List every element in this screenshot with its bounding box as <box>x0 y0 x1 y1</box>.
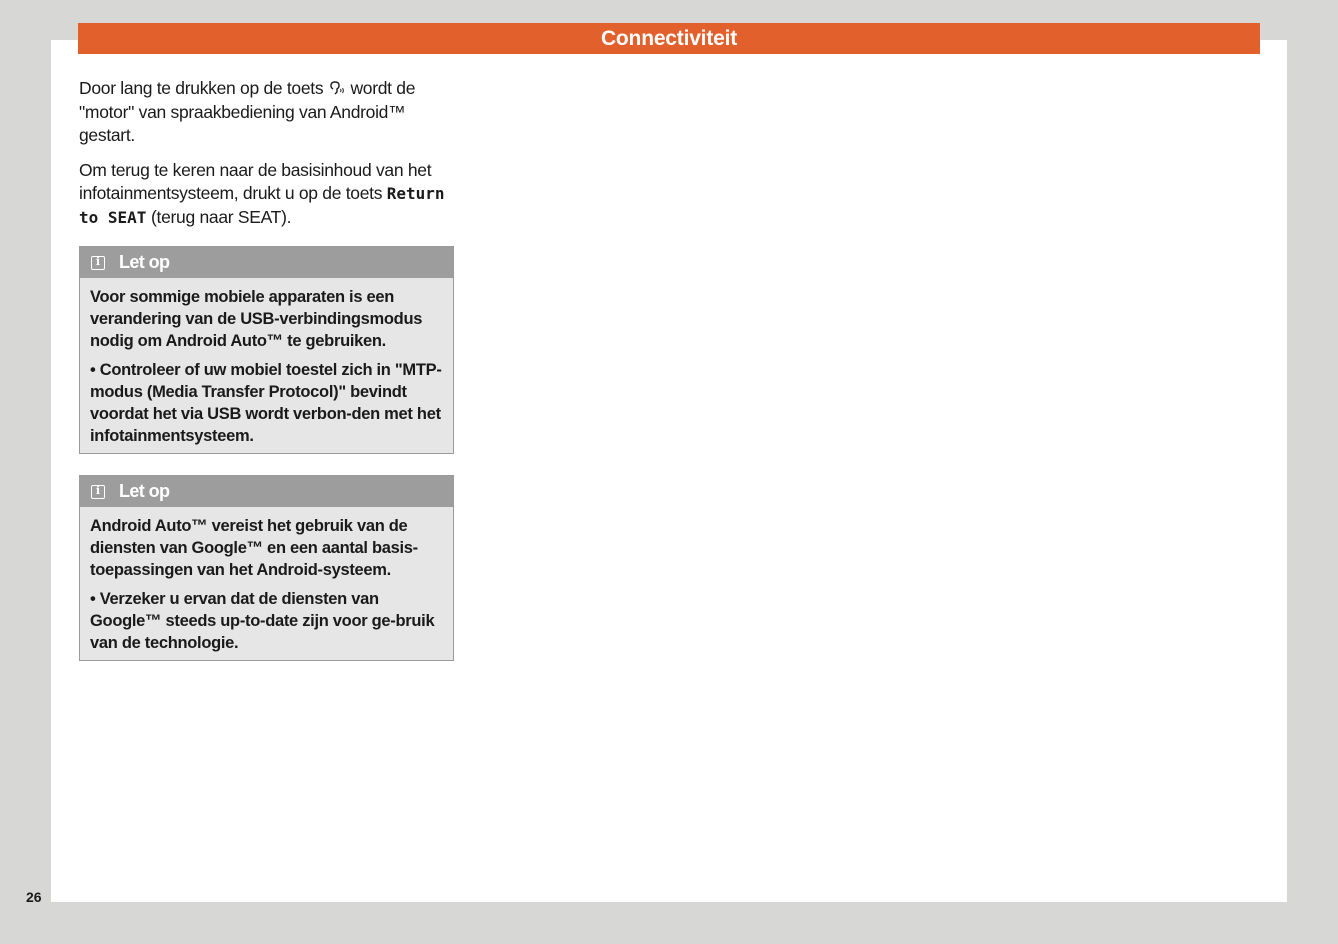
note-box-google <box>79 475 454 661</box>
paragraph-voice-control <box>79 77 455 148</box>
paragraph-text: (terug naar SEAT). <box>151 206 292 227</box>
note-title: Let op <box>119 252 170 272</box>
info-icon <box>91 256 105 270</box>
return-to-seat-key: Return to SEAT <box>79 184 445 227</box>
section-header <box>78 23 1260 54</box>
note-header <box>80 247 453 278</box>
note-bullet: • Controleer of uw mobiel toestel zich in "MTP-modus (Media Transfer Protocol)" bevindt voordat het via USB wordt verbon-den met het infotainmentsysteem. <box>90 361 442 445</box>
note-title: Let op <box>119 481 170 501</box>
voice-command-icon <box>329 80 345 96</box>
info-icon <box>91 485 105 499</box>
note-box-usb <box>79 246 454 454</box>
page-number: 26 <box>26 889 42 905</box>
note-bullet: • Verzeker u ervan dat de diensten van Google™ steeds up-to-date zijn voor ge-bruik van de technologie. <box>90 590 435 652</box>
note-text: Android Auto™ vereist het gebruik van de diensten van Google™ en een aantal basis-toepassingen van het Android-systeem. <box>90 517 418 579</box>
note-header <box>80 476 453 507</box>
paragraph-text: wordt de "motor" van spraakbediening van Android™ gestart. <box>79 78 416 145</box>
paragraph-return <box>79 159 455 230</box>
section-title: Connectiviteit <box>600 26 738 50</box>
note-body <box>80 507 453 660</box>
paragraph-text: Door lang te drukken op de toets <box>79 78 324 98</box>
note-body <box>80 278 453 453</box>
paragraph-text: Om terug te keren naar de basisinhoud van het infotainmentsysteem, drukt u op de toets <box>79 159 432 203</box>
main-column <box>79 77 455 661</box>
note-text: Voor sommige mobiele apparaten is een verandering van de USB-verbindingsmodus nodig om Android Auto™ te gebruiken. <box>90 288 423 350</box>
